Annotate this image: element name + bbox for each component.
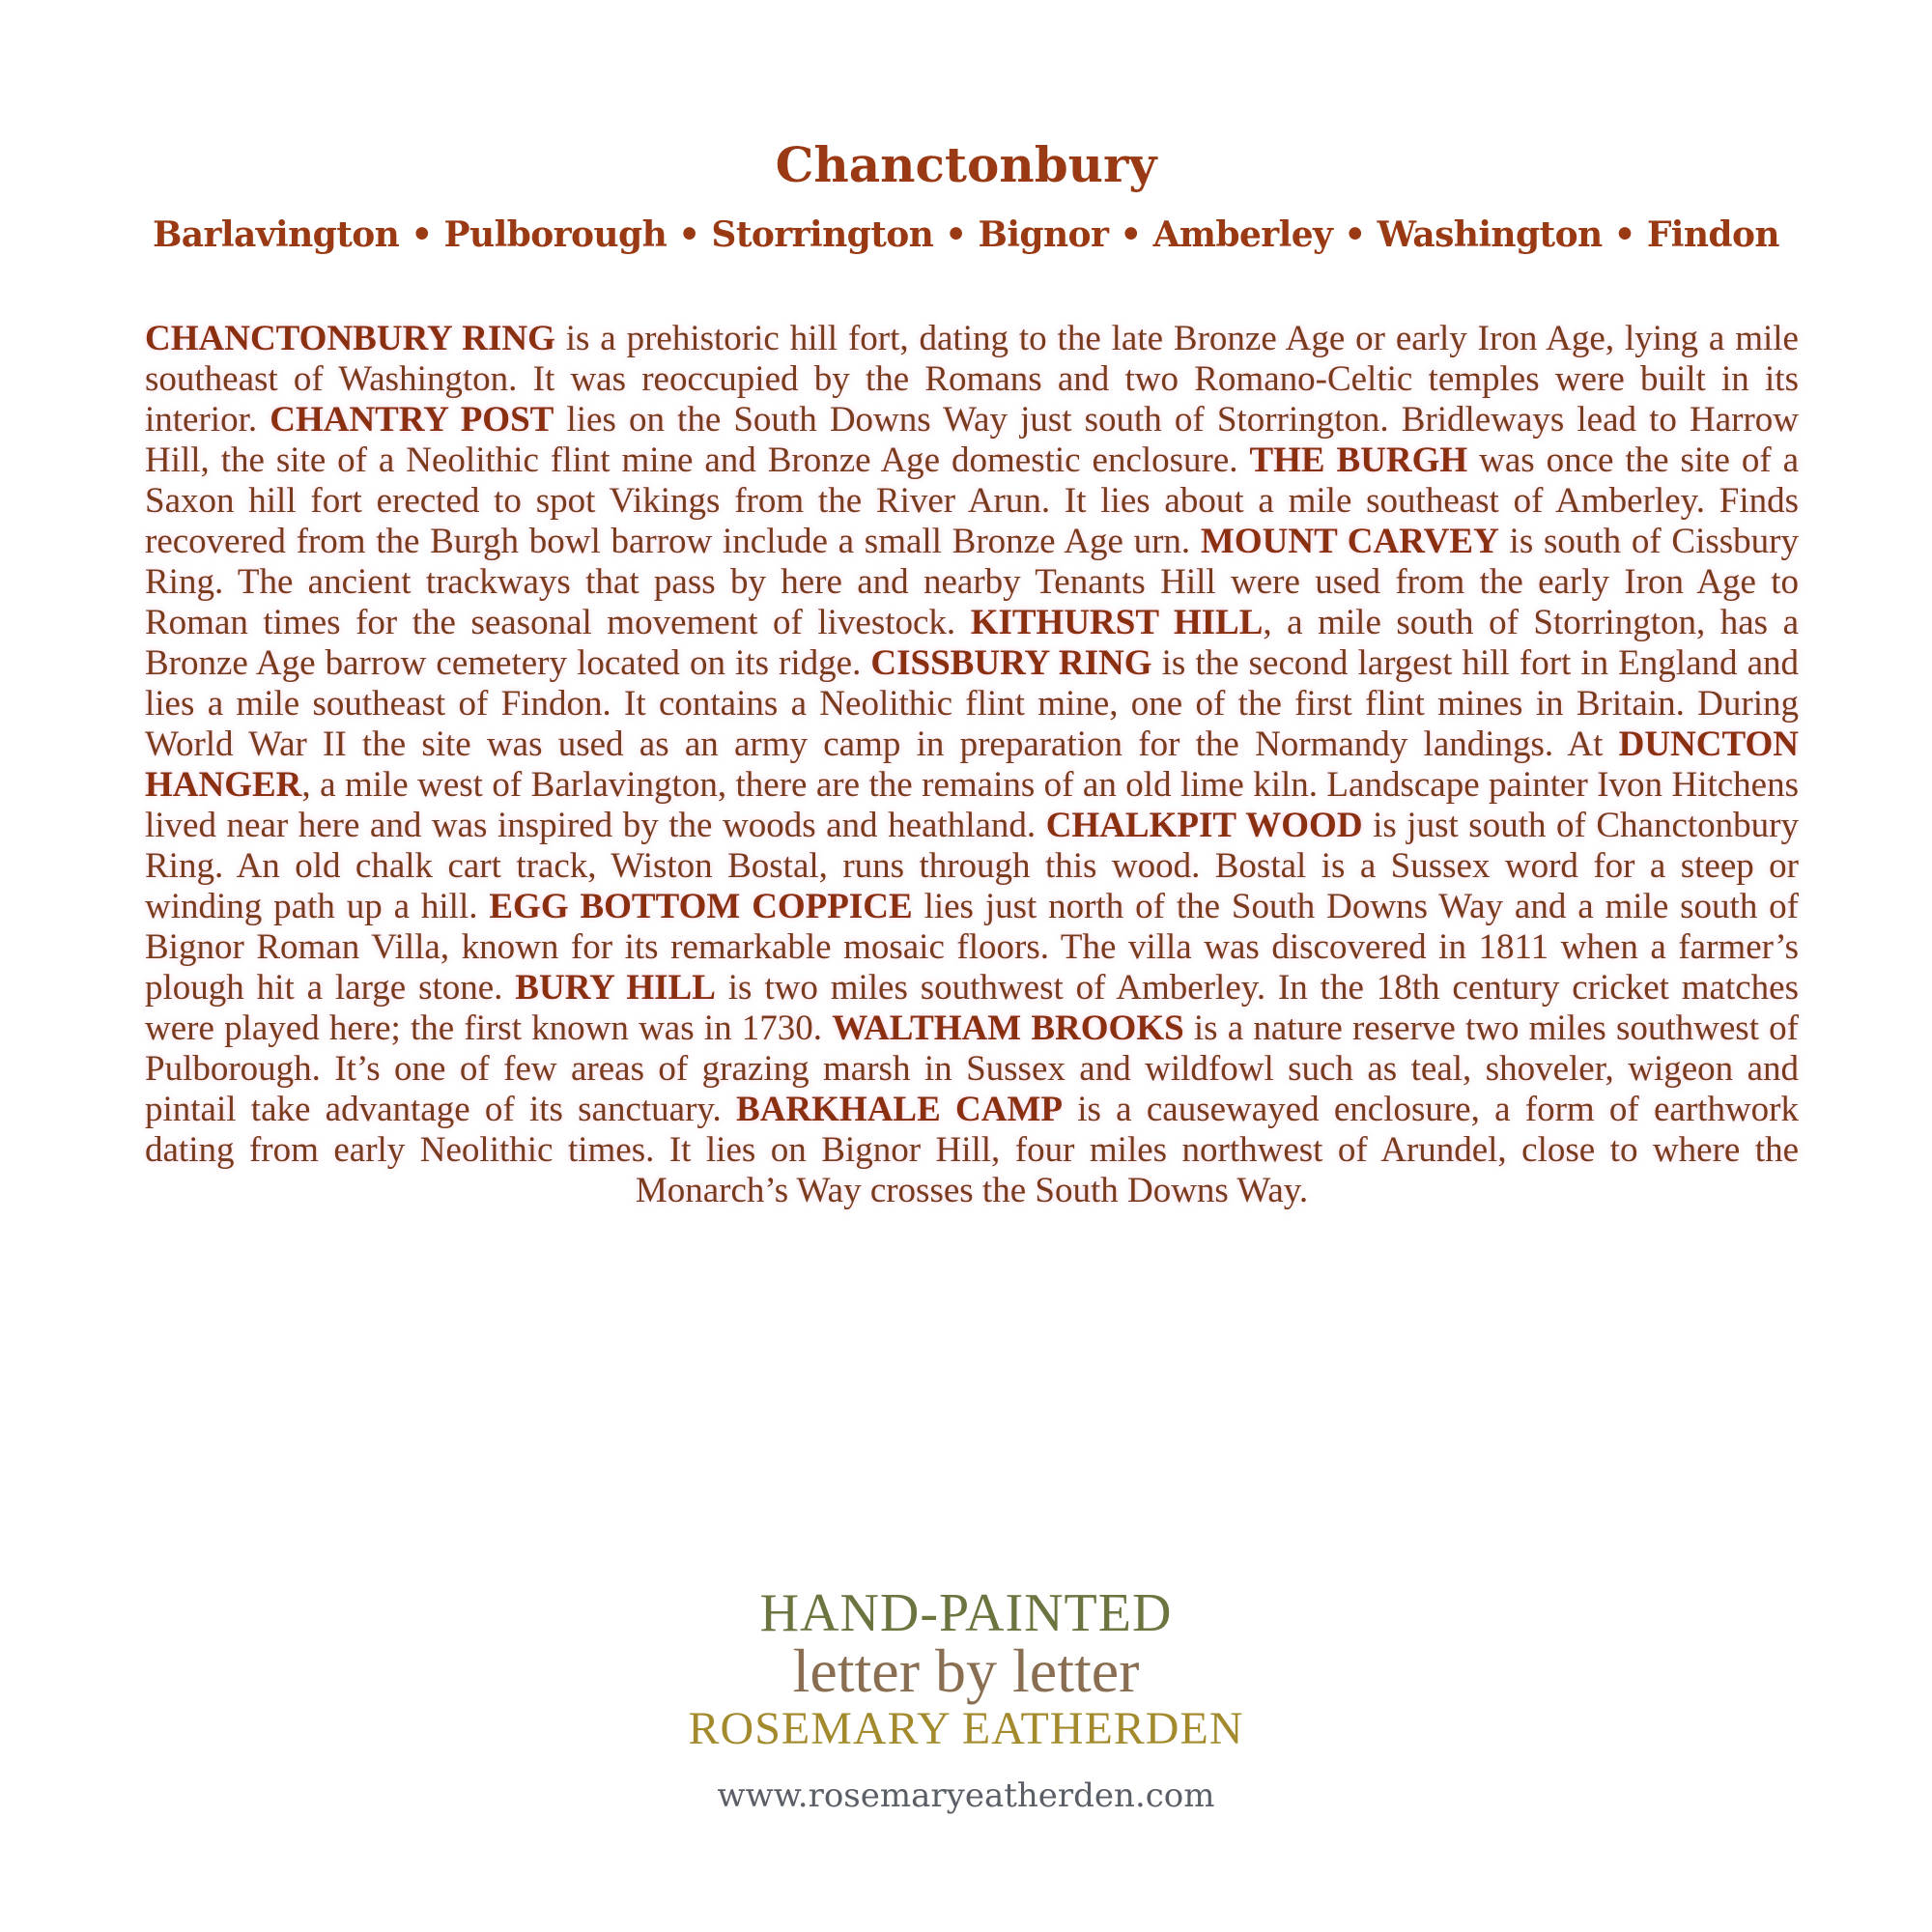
paragraph-text: is just south of Chanctonbury Ring. An old chalk cart track, Wiston Bostal, runs through this wood. Bostal is a Sussex word for a steep or winding path up a hill. <box>145 806 1799 926</box>
paragraph-text: is a nature reserve two miles southwest of Pulborough. It’s one of few areas of grazing marsh in Sussex and wildfowl such as teal, shoveler, wigeon and pintail take advantage of its sanctuary. <box>145 1009 1799 1129</box>
paragraph-text: is south of Cissbury Ring. The ancient trackways that pass by here and nearby Tenants Hill were used from the early Iron Age to Roman times for the seasonal movement of livestock. <box>145 522 1799 642</box>
footer-artist-name: ROSEMARY EATHERDEN <box>688 1703 1244 1754</box>
place-name: CHANCTONBURY RING <box>145 319 555 358</box>
footer-hand-painted: HAND-PAINTED <box>759 1583 1173 1643</box>
place-name: CHALKPIT WOOD <box>1045 806 1363 845</box>
place-name: BARKHALE CAMP <box>736 1090 1063 1129</box>
place-name: BURY HILL <box>515 968 716 1008</box>
page-title: Chanctonbury <box>775 136 1157 193</box>
paragraph-text: , a mile south of Storrington, has a Bronze Age barrow cemetery located on its ridge. <box>145 603 1799 683</box>
paragraph-text: was once the site of a Saxon hill fort erected to spot Vikings from the River Arun. It lies about a mile southeast of Amberley. Finds recovered from the Burgh bowl barrow include a small Bronze Age urn. <box>145 440 1799 561</box>
footer <box>0 1584 1932 1820</box>
place-name: THE BURGH <box>1249 440 1468 480</box>
footer-letter-by-letter: letter by letter <box>792 1636 1140 1705</box>
place-name: DUNCTON HANGER <box>145 724 1799 805</box>
place-name: WALTHAM BROOKS <box>832 1009 1184 1048</box>
paragraph-text: , a mile west of Barlavington, there are the remains of an old lime kiln. Landscape painter Ivon Hitchens lived near here and was inspired by the woods and heathland. <box>145 765 1799 845</box>
place-name: EGG BOTTOM COPPICE <box>489 887 913 926</box>
footer-website-link[interactable]: www.rosemaryeatherden.com <box>717 1776 1215 1815</box>
paragraph-text: is two miles southwest of Amberley. In the 18th century cricket matches were played here; the first known was in 1730. <box>145 968 1799 1048</box>
place-name: KITHURST HILL <box>970 603 1264 642</box>
place-name: CHANTRY POST <box>270 400 554 440</box>
paragraph-text: is a causewayed enclosure, a form of earthwork dating from early Neolithic times. It lies on Bignor Hill, four miles northwest of Arundel, close to where the Monarch’s Way crosses the South Downs Way. <box>145 1090 1799 1210</box>
paragraph-text: is a prehistoric hill fort, dating to the late Bronze Age or early Iron Age, lying a mile southeast of Washington. It was reoccupied by the Romans and two Romano-Celtic temples were built in its interior. <box>145 319 1799 440</box>
place-name: CISSBURY RING <box>870 643 1152 683</box>
place-list-subtitle: Barlavington • Pulborough • Storrington • Bignor • Amberley • Washington • Findon <box>152 214 1779 255</box>
paragraph-text: is the second largest hill fort in England and lies a mile southeast of Findon. It contains a Neolithic flint mine, one of the first flint mines in Britain. During World War II the site was used as an army camp in preparation for the Normandy landings. At <box>145 643 1799 764</box>
place-name: MOUNT CARVEY <box>1200 522 1499 561</box>
paragraph-text: lies on the South Downs Way just south of Storrington. Bridleways lead to Harrow Hill, the site of a Neolithic flint mine and Bronze Age domestic enclosure. <box>145 400 1799 480</box>
description-paragraph <box>145 319 1799 1211</box>
paragraph-text: lies just north of the South Downs Way and a mile south of Bignor Roman Villa, known for its remarkable mosaic floors. The villa was discovered in 1811 when a farmer’s plough hit a large stone. <box>145 887 1800 1008</box>
